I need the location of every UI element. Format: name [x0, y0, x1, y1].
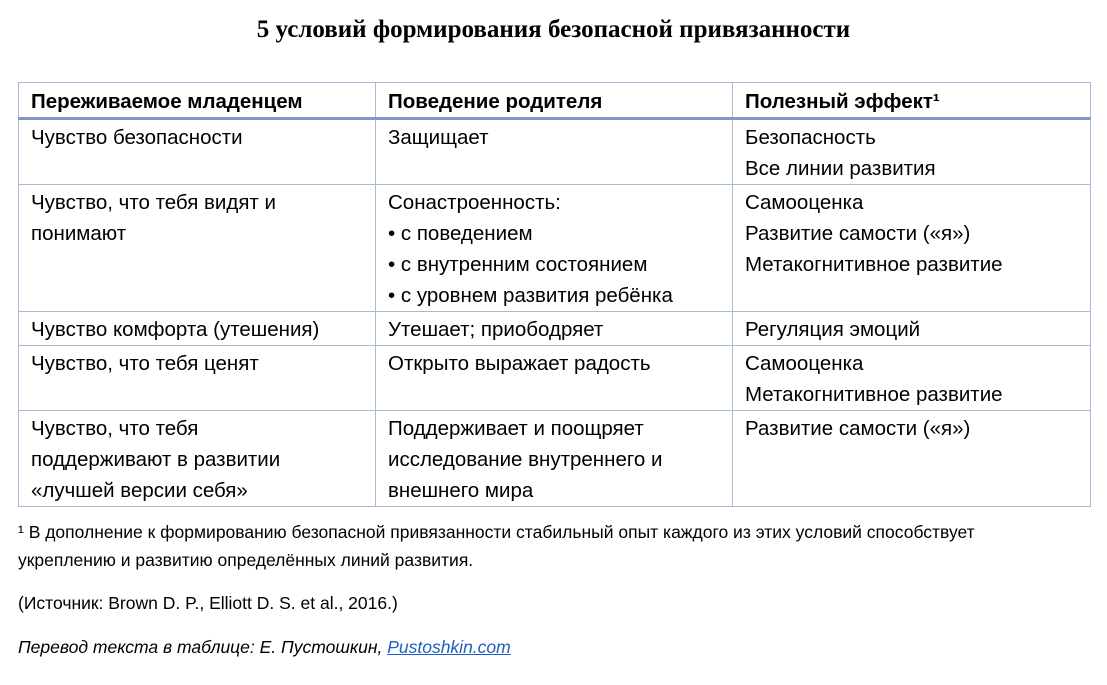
source-citation: (Источник: Brown D. P., Elliott D. S. et al., 2016.): [18, 593, 398, 613]
cell-line: Поддерживает и поощряет: [388, 417, 644, 440]
cell-line: «лучшей версии себя»: [31, 479, 248, 502]
cell-line: Все линии развития: [745, 157, 936, 180]
cell-line: Сонастроенность:: [388, 191, 561, 214]
header-behavior: Поведение родителя: [376, 83, 733, 119]
cell-experience: [19, 312, 376, 346]
cell-experience: [19, 346, 376, 411]
footnote-line-2: укреплению и развитию определённых линий развития.: [18, 550, 474, 570]
cell-line: Открыто выражает радость: [388, 352, 651, 375]
cell-line: Метакогнитивное развитие: [745, 383, 1003, 406]
cell-line: Чувство безопасности: [31, 126, 243, 149]
cell-line: • с уровнем развития ребёнка: [388, 284, 673, 307]
cell-line: поддерживают в развитии: [31, 448, 281, 471]
translation-credit: [18, 637, 511, 658]
cell-effect: [733, 411, 1091, 507]
cell-behavior: [376, 185, 733, 312]
cell-line: Регуляция эмоций: [745, 318, 921, 341]
cell-behavior: [376, 312, 733, 346]
cell-experience: [19, 119, 376, 185]
cell-line: Самооценка: [745, 352, 864, 375]
table-row: [19, 346, 1091, 411]
cell-line: Утешает; приободряет: [388, 318, 604, 341]
cell-line: Чувство, что тебя: [31, 417, 199, 440]
cell-effect: [733, 312, 1091, 346]
table-row: [19, 185, 1091, 312]
cell-line: Развитие самости («я»): [745, 222, 971, 245]
cell-experience: [19, 185, 376, 312]
cell-line: Чувство комфорта (утешения): [31, 318, 320, 341]
cell-effect: [733, 119, 1091, 185]
page-title: 5 условий формирования безопасной привязанности: [256, 16, 851, 43]
header-effect: Полезный эффект¹: [733, 83, 1091, 119]
cell-line: • с внутренним состоянием: [388, 253, 648, 276]
cell-line: Защищает: [388, 126, 489, 149]
cell-line: Чувство, что тебя ценят: [31, 352, 259, 375]
cell-experience: [19, 411, 376, 507]
cell-line: • с поведением: [388, 222, 533, 245]
footnote-line-1: ¹ В дополнение к формированию безопасной привязанности стабильный опыт каждого из этих условий способствует: [18, 522, 975, 542]
footnote: [18, 518, 1088, 574]
cell-line: Чувство, что тебя видят и: [31, 191, 276, 214]
cell-behavior: [376, 411, 733, 507]
table-row: [19, 411, 1091, 507]
cell-effect: [733, 185, 1091, 312]
header-experience: Переживаемое младенцем: [19, 83, 376, 119]
cell-behavior: [376, 346, 733, 411]
attachment-conditions-table: [18, 82, 1091, 507]
table-row: [19, 312, 1091, 346]
credit-prefix: Перевод текста в таблице: Е. Пустошкин,: [18, 637, 388, 657]
cell-line: Развитие самости («я»): [745, 417, 971, 440]
cell-effect: [733, 346, 1091, 411]
pustoshkin-link[interactable]: Pustoshkin.com: [387, 637, 511, 657]
cell-line: Самооценка: [745, 191, 864, 214]
table-row: [19, 119, 1091, 185]
cell-line: исследование внутреннего и: [388, 448, 663, 471]
cell-behavior: [376, 119, 733, 185]
cell-line: понимают: [31, 222, 127, 245]
cell-line: Метакогнитивное развитие: [745, 253, 1003, 276]
cell-line: внешнего мира: [388, 479, 534, 502]
table-header-row: [19, 83, 1091, 119]
cell-line: Безопасность: [745, 126, 876, 149]
